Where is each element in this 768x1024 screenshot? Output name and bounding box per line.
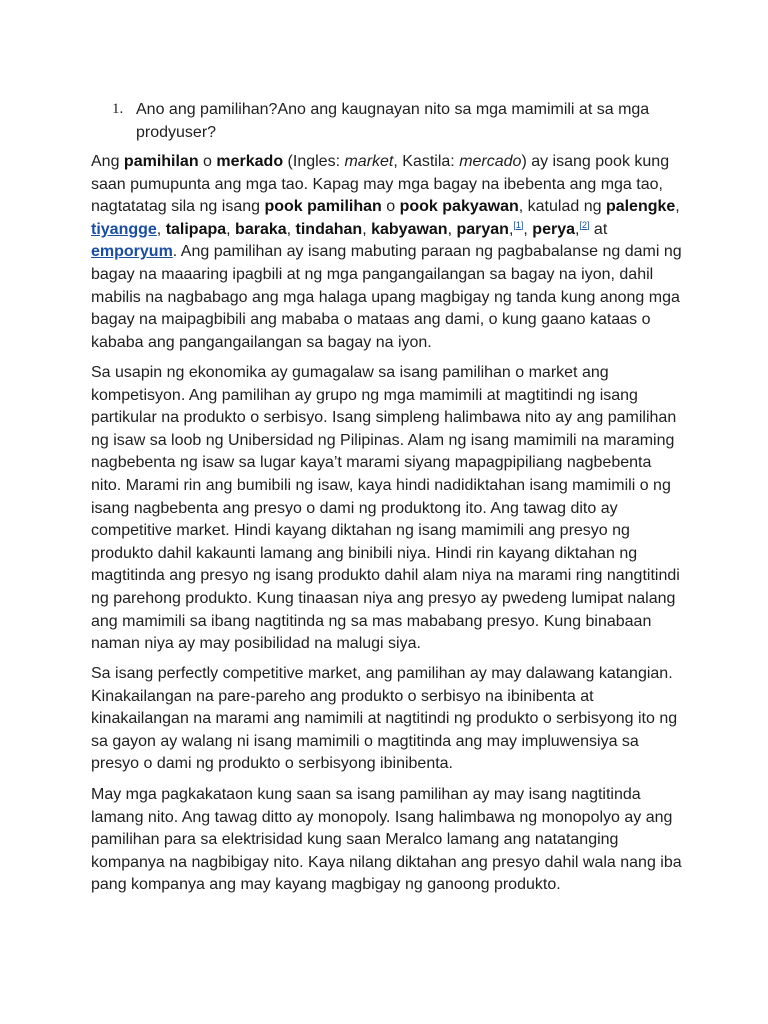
text-run: ) ay isang pook kung saan pumupunta ang mga tao. Kapag may mga bagay na ibebenta ang mga tao, nagtatatag sila ng isang [91,153,670,216]
text-run: , katulad ng [518,198,606,216]
text-run: , [286,220,296,238]
text-run: , [508,220,514,238]
term-mercado: mercado [459,153,522,170]
footnote-ref-1 [513,220,523,230]
term-tindahan: tindahan [295,220,363,238]
term-perya: perya [532,220,575,238]
term-pook-pamilihan: pook pamilihan [264,198,382,216]
text-run: , [523,220,533,238]
footnote-link-1[interactable]: [1] [513,219,524,230]
term-pook-pakyawan: pook pakyawan [399,198,519,216]
question-text: Ano ang pamilihan?Ano ang kaugnayan nito sa mga mamimili at sa mga prodyuser? [136,101,650,141]
text-run: at [589,220,608,238]
text-run: o [198,153,217,170]
term-market: market [344,153,394,170]
text-run: , [575,220,580,238]
term-talipapa: talipapa [165,220,227,238]
paragraph-monopoly: May mga pagkakataon kung saan sa isang pamilihan ay may isang nagtitinda lamang nito. Ang tawag ditto ay monopoly. Isang halimbawa ng monopolyo ay ang pamilihan para sa elektrisidad kung saan Meralco lamang ang natatanging kompanya na nagbibigay nito. Kaya nilang diktahan ang presyo dahil wala nang iba pang kompanya ang may kayang magbigay ng ganoong produkto. [91,786,682,894]
paragraph-competition: Sa usapin ng ekonomika ay gumagalaw sa isang pamilihan o market ang kompetisyon. Ang pamilihan ay grupo ng mga mamimili at magtitindi ng isang partikular na produkto o serbisyo. Isang simpleng halimbawa nito ay ang pamilihan ng isaw sa loob ng Unibersidad ng Pilipinas. Alam ng isang mamimili na maraming nagbebenta ng isaw sa lugar kaya’t marami siyang mapagpipiliang nagbebenta nito. Marami rin ang bumibili ng isaw, kaya hindi nadidiktahan isang mamimili o ng isang nagbebenta ang presyo o dami ng produktong ito. Ang tawag dito ay competitive market. Hindi kayang diktahan ng isang mamimili ang presyo ng produkto dahil kakaunti lamang ang binibili niya. Hindi rin kayang diktahan ng magtitinda ang presyo ng isang produkto dahil alam niya na marami ring nangtitindi ng parehong produkto. Kung tinaasan niya ang presyo ay pwedeng lumipat nalang ang mamimili sa ibang nagtitinda ng sa mas mababang presyo. Kung binabaan naman niya ay may posibilidad na malugi siya. [91,364,680,653]
term-baraka: baraka [235,220,287,238]
term-merkado: merkado [216,153,284,170]
text-run: . Ang pamilihan ay isang mabuting paraan ng pagbabalanse ng dami ng bagay na maaaring ipagbili at ng mga pangangailangan sa bagay na iyon, dahil mabilis na nagbabago ang mga halaga upang magbigay ng tanda kung anong mga bagay na maipagbibili ang mababa o mataas ang dami, o kung gaano kataas o kababa ang pangangailangan sa bagay na iyon. [91,243,682,351]
paragraph-perfect-competition: Sa isang perfectly competitive market, ang pamilihan ay may dalawang katangian. Kinakailangan na pare-pareho ang produkto o serbisyo na ibinibenta at kinakailangan na marami ang namimili at nagtitindi ng produkto o serbisyong ito ng sa gayon ay walang ni isang mamimili o magtitinda ang may impluwensiya sa presyo o dami ng produkto o serbisyong ibinibenta. [91,665,678,773]
link-emporyum[interactable]: emporyum [91,243,173,261]
text-run: Ang [91,153,124,170]
text-run: o [381,198,400,216]
text-run: (Ingles: [283,153,345,170]
text-run: , [226,220,236,238]
footnote-ref-2 [579,220,589,230]
term-kabyawan: kabyawan [371,220,448,238]
text-run: , [675,198,680,216]
text-run: , [447,220,457,238]
footnote-link-2[interactable]: [2] [579,219,590,230]
link-tiyangge[interactable]: tiyangge [91,220,157,238]
term-palengke: palengke [605,198,676,216]
paragraph-definition [91,151,683,354]
term-pamihilan: pamihilan [123,153,199,170]
text-run: , [362,220,372,238]
list-number: 1. [112,101,124,117]
text-run: , Kastila: [393,153,460,170]
text-run: , [156,220,166,238]
term-paryan: paryan [456,220,509,238]
